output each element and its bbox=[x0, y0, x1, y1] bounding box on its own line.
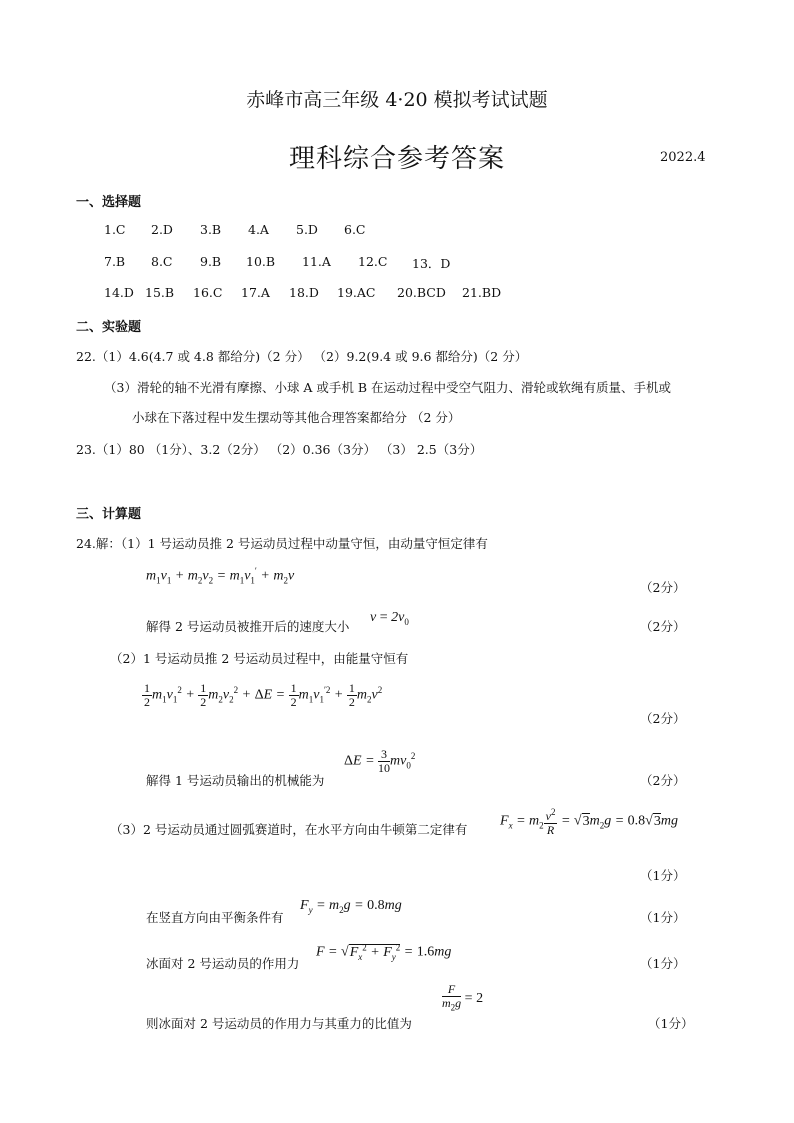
score: （1分） bbox=[648, 1016, 694, 1031]
answer-item: 13．D bbox=[412, 256, 451, 271]
q24-intro: 24.解：（1）1 号运动员推 2 号运动员过程中动量守恒，由动量守恒定律有 bbox=[76, 536, 488, 551]
equation-horizontal: $F_x = m_2$ $\frac{v^2}{R}$ = $√3m_2g = 0.8√3mg$ bbox=[500, 807, 678, 837]
part3-intro: （3）2 号运动员通过圆弧赛道时，在水平方向由牛顿第二定律有 bbox=[110, 822, 468, 837]
answer-item: 20.BCD bbox=[397, 285, 446, 300]
answer-item: 11.A bbox=[302, 254, 331, 269]
answer-item: 8.C bbox=[151, 254, 173, 269]
section-calc-title: 三、计算题 bbox=[76, 507, 142, 522]
answer-item: 4.A bbox=[248, 222, 269, 237]
score: （1分） bbox=[640, 910, 686, 925]
answer-item: 9.B bbox=[200, 254, 222, 269]
equation-mech-energy: ΔE = $\frac{3}{10}$ $mv_0^2$ bbox=[344, 747, 416, 775]
section-experiment-title: 二、实验题 bbox=[76, 320, 142, 335]
q22-line-2: （3）滑轮的轴不光滑有摩擦、小球 A 或手机 B 在运动过程中受空气阻力、滑轮或软绳有质量、手机或 bbox=[104, 380, 672, 395]
step-velocity-text: 解得 2 号运动员被推开后的速度大小 bbox=[146, 619, 350, 634]
score: （2分） bbox=[640, 580, 686, 595]
step-force-text: 冰面对 2 号运动员的作用力 bbox=[146, 956, 300, 971]
answer-item: 19.AC bbox=[337, 285, 376, 300]
equation-ratio: $\frac{F}{m_2g}$ = 2 bbox=[442, 982, 484, 1013]
answer-item: 1.C bbox=[104, 222, 126, 237]
equation-energy: $\frac{1}{2}$ $m_1v_1^2$ + $\frac{1}{2}$ $m_2v_2^2 + \Delta E$ = $\frac{1}{2}$ $m_1v_1^{'2}$ + $\frac{1}{2}$ $m_2v^2$ bbox=[144, 681, 383, 709]
step-ratio-text: 则冰面对 2 号运动员的作用力与其重力的比值为 bbox=[146, 1016, 412, 1031]
answer-item: 10.B bbox=[246, 254, 276, 269]
q23-line: 23.（1）80 （1分）、3.2（2分） （2）0.36（3分） （3） 2.5（3分） bbox=[76, 442, 483, 457]
answer-item: 3.B bbox=[200, 222, 222, 237]
exam-date: 2022.4 bbox=[660, 150, 706, 165]
equation-velocity: $v = 2v_0$ bbox=[370, 610, 409, 627]
answer-item: 2.D bbox=[151, 222, 173, 237]
answer-item: 7.B bbox=[104, 254, 126, 269]
equation-force: $F = √F_x^2 + F_y^2 = 1.6mg$ bbox=[316, 942, 452, 962]
answer-item: 14.D bbox=[104, 285, 134, 300]
score: （1分） bbox=[640, 868, 686, 883]
page-title: 理科综合参考答案 bbox=[288, 144, 505, 174]
score: （1分） bbox=[640, 956, 686, 971]
answer-item: 18.D bbox=[289, 285, 319, 300]
score: （2分） bbox=[640, 773, 686, 788]
score: （2分） bbox=[640, 619, 686, 634]
answer-item: 21.BD bbox=[462, 285, 502, 300]
answer-item: 17.A bbox=[241, 285, 270, 300]
section-choice-title: 一、选择题 bbox=[76, 195, 142, 210]
equation-momentum: $m_1v_1 + m_2v_2 = m_1v_1' + m_2v$ bbox=[146, 566, 295, 586]
equation-vertical: $F_y = m_2g = 0.8mg$ bbox=[300, 898, 402, 915]
q22-line-3: 小球在下落过程中发生摆动等其他合理答案都给分 （2 分） bbox=[132, 410, 461, 425]
answer-item: 12.C bbox=[358, 254, 388, 269]
answer-item: 16.C bbox=[193, 285, 223, 300]
answer-item: 5.D bbox=[296, 222, 318, 237]
answer-item: 15.B bbox=[145, 285, 175, 300]
answer-item: 6.C bbox=[344, 222, 366, 237]
step-vertical-text: 在竖直方向由平衡条件有 bbox=[146, 910, 284, 925]
score: （2分） bbox=[640, 711, 686, 726]
step-energy-text: 解得 1 号运动员输出的机械能为 bbox=[146, 773, 325, 788]
q22-line-1: 22.（1）4.6(4.7 或 4.8 都给分)（2 分） （2）9.2(9.4 或 9.6 都给分)（2 分） bbox=[76, 349, 528, 364]
part2-intro: （2）1 号运动员推 2 号运动员过程中，由能量守恒有 bbox=[110, 651, 409, 666]
exam-title: 赤峰市高三年级 4·20 模拟考试试题 bbox=[246, 89, 548, 111]
